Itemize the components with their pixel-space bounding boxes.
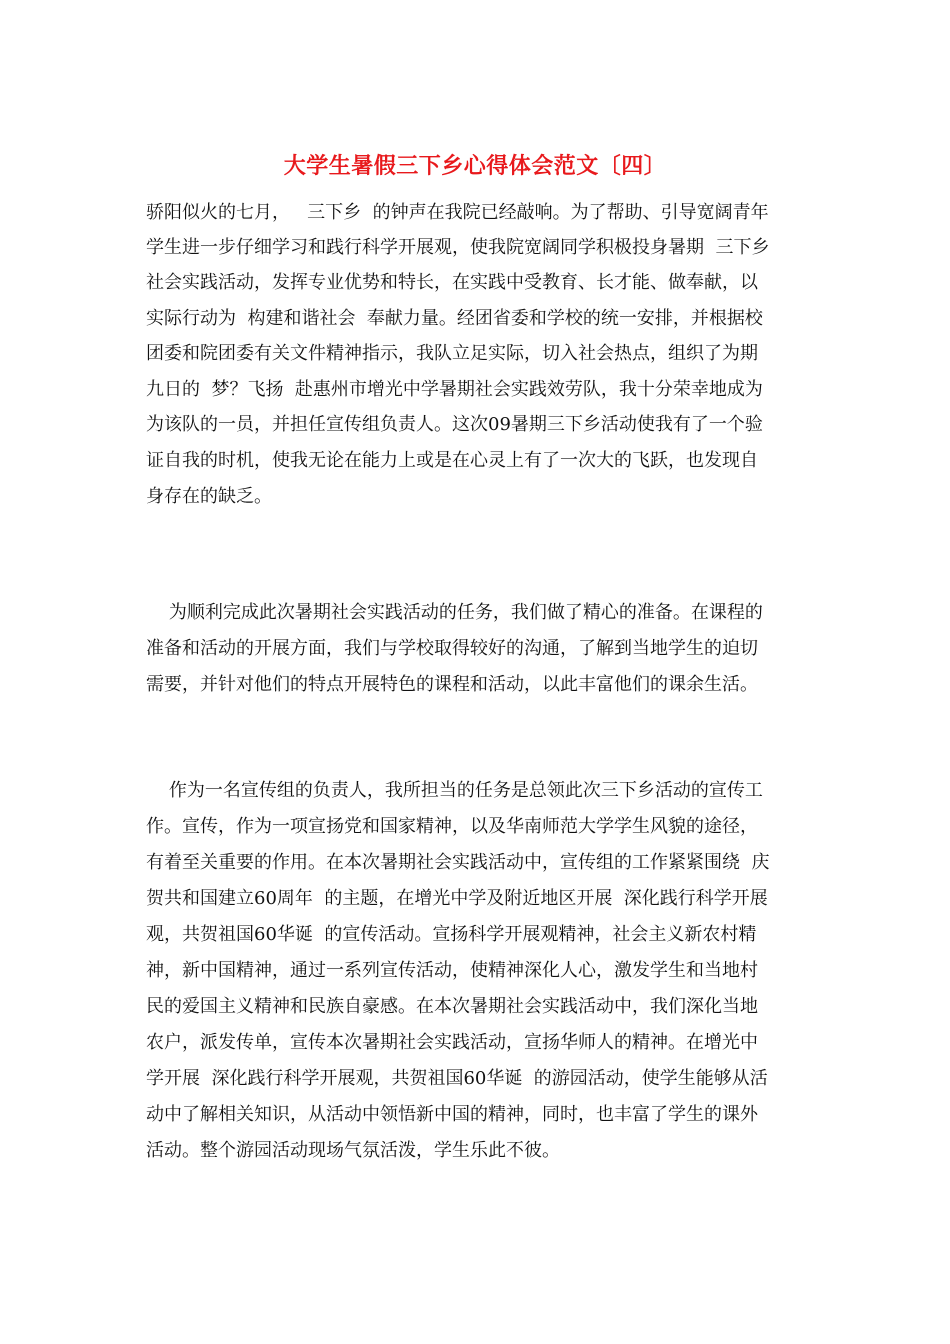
paragraph-line: 准备和活动的开展方面，我们与学校取得较好的沟通，了解到当地学生的迫切	[146, 638, 758, 659]
paragraph-line: 民的爱国主义精神和民族自豪感。在本次暑期社会实践活动中，我们深化当地	[146, 996, 758, 1017]
paragraph-line: 骄阳似火的七月， 三下乡 的钟声在我院已经敲响。为了帮助、引导宽阔青年	[146, 202, 769, 223]
paragraph-line: 动中了解相关知识，从活动中领悟新中国的精神，同时，也丰富了学生的课外	[146, 1104, 758, 1125]
paragraph-line: 团委和院团委有关文件精神指示，我队立足实际，切入社会热点，组织了为期	[146, 343, 758, 364]
paragraph-line: 为顺利完成此次暑期社会实践活动的任务，我们做了精心的准备。在课程的	[146, 602, 763, 623]
paragraph-line: 作。宣传，作为一项宣扬党和国家精神，以及华南师范大学学生风貌的途径，	[146, 816, 758, 837]
paragraph-line: 实际行动为 构建和谐社会 奉献力量。经团省委和学校的统一安排，并根据校	[146, 308, 763, 329]
paragraph-line: 农户，派发传单，宣传本次暑期社会实践活动，宣扬华师人的精神。在增光中	[146, 1032, 758, 1053]
paragraph-line: 九日的 梦？飞扬 赴惠州市增光中学暑期社会实践效劳队，我十分荣幸地成为	[146, 379, 763, 400]
paragraph-line: 神，新中国精神，通过一系列宣传活动，使精神深化人心，激发学生和当地村	[146, 960, 758, 981]
paragraph-line: 活动。整个游园活动现场气氛活泼，学生乐此不彼。	[146, 1140, 560, 1161]
paragraph-line: 贺共和国建立60周年 的主题，在增光中学及附近地区开展 深化践行科学开展	[146, 888, 768, 909]
paragraph-line: 观，共贺祖国60华诞 的宣传活动。宣扬科学开展观精神，社会主义新农村精	[146, 924, 757, 945]
paragraph-line: 作为一名宣传组的负责人，我所担当的任务是总领此次三下乡活动的宣传工	[146, 780, 763, 801]
paragraph-line: 学生进一步仔细学习和践行科学开展观，使我院宽阔同学积极投身暑期 三下乡	[146, 237, 770, 258]
paragraph-line: 需要，并针对他们的特点开展特色的课程和活动，以此丰富他们的课余生活。	[146, 674, 758, 695]
paragraph-line: 身存在的缺乏。	[146, 486, 272, 507]
paragraph-line: 有着至关重要的作用。在本次暑期社会实践活动中，宣传组的工作紧紧围绕 庆	[146, 852, 770, 873]
document-title: 大学生暑假三下乡心得体会范文〔四〕	[283, 153, 667, 179]
paragraph-line: 学开展 深化践行科学开展观，共贺祖国60华诞 的游园活动，使学生能够从活	[146, 1068, 768, 1089]
paragraph-line: 社会实践活动，发挥专业优势和特长，在实践中受教育、长才能、做奉献，以	[146, 272, 758, 293]
paragraph-line: 证自我的时机，使我无论在能力上或是在心灵上有了一次大的飞跃，也发现自	[146, 450, 758, 471]
paragraph-line: 为该队的一员，并担任宣传组负责人。这次09暑期三下乡活动使我有了一个验	[146, 414, 763, 435]
